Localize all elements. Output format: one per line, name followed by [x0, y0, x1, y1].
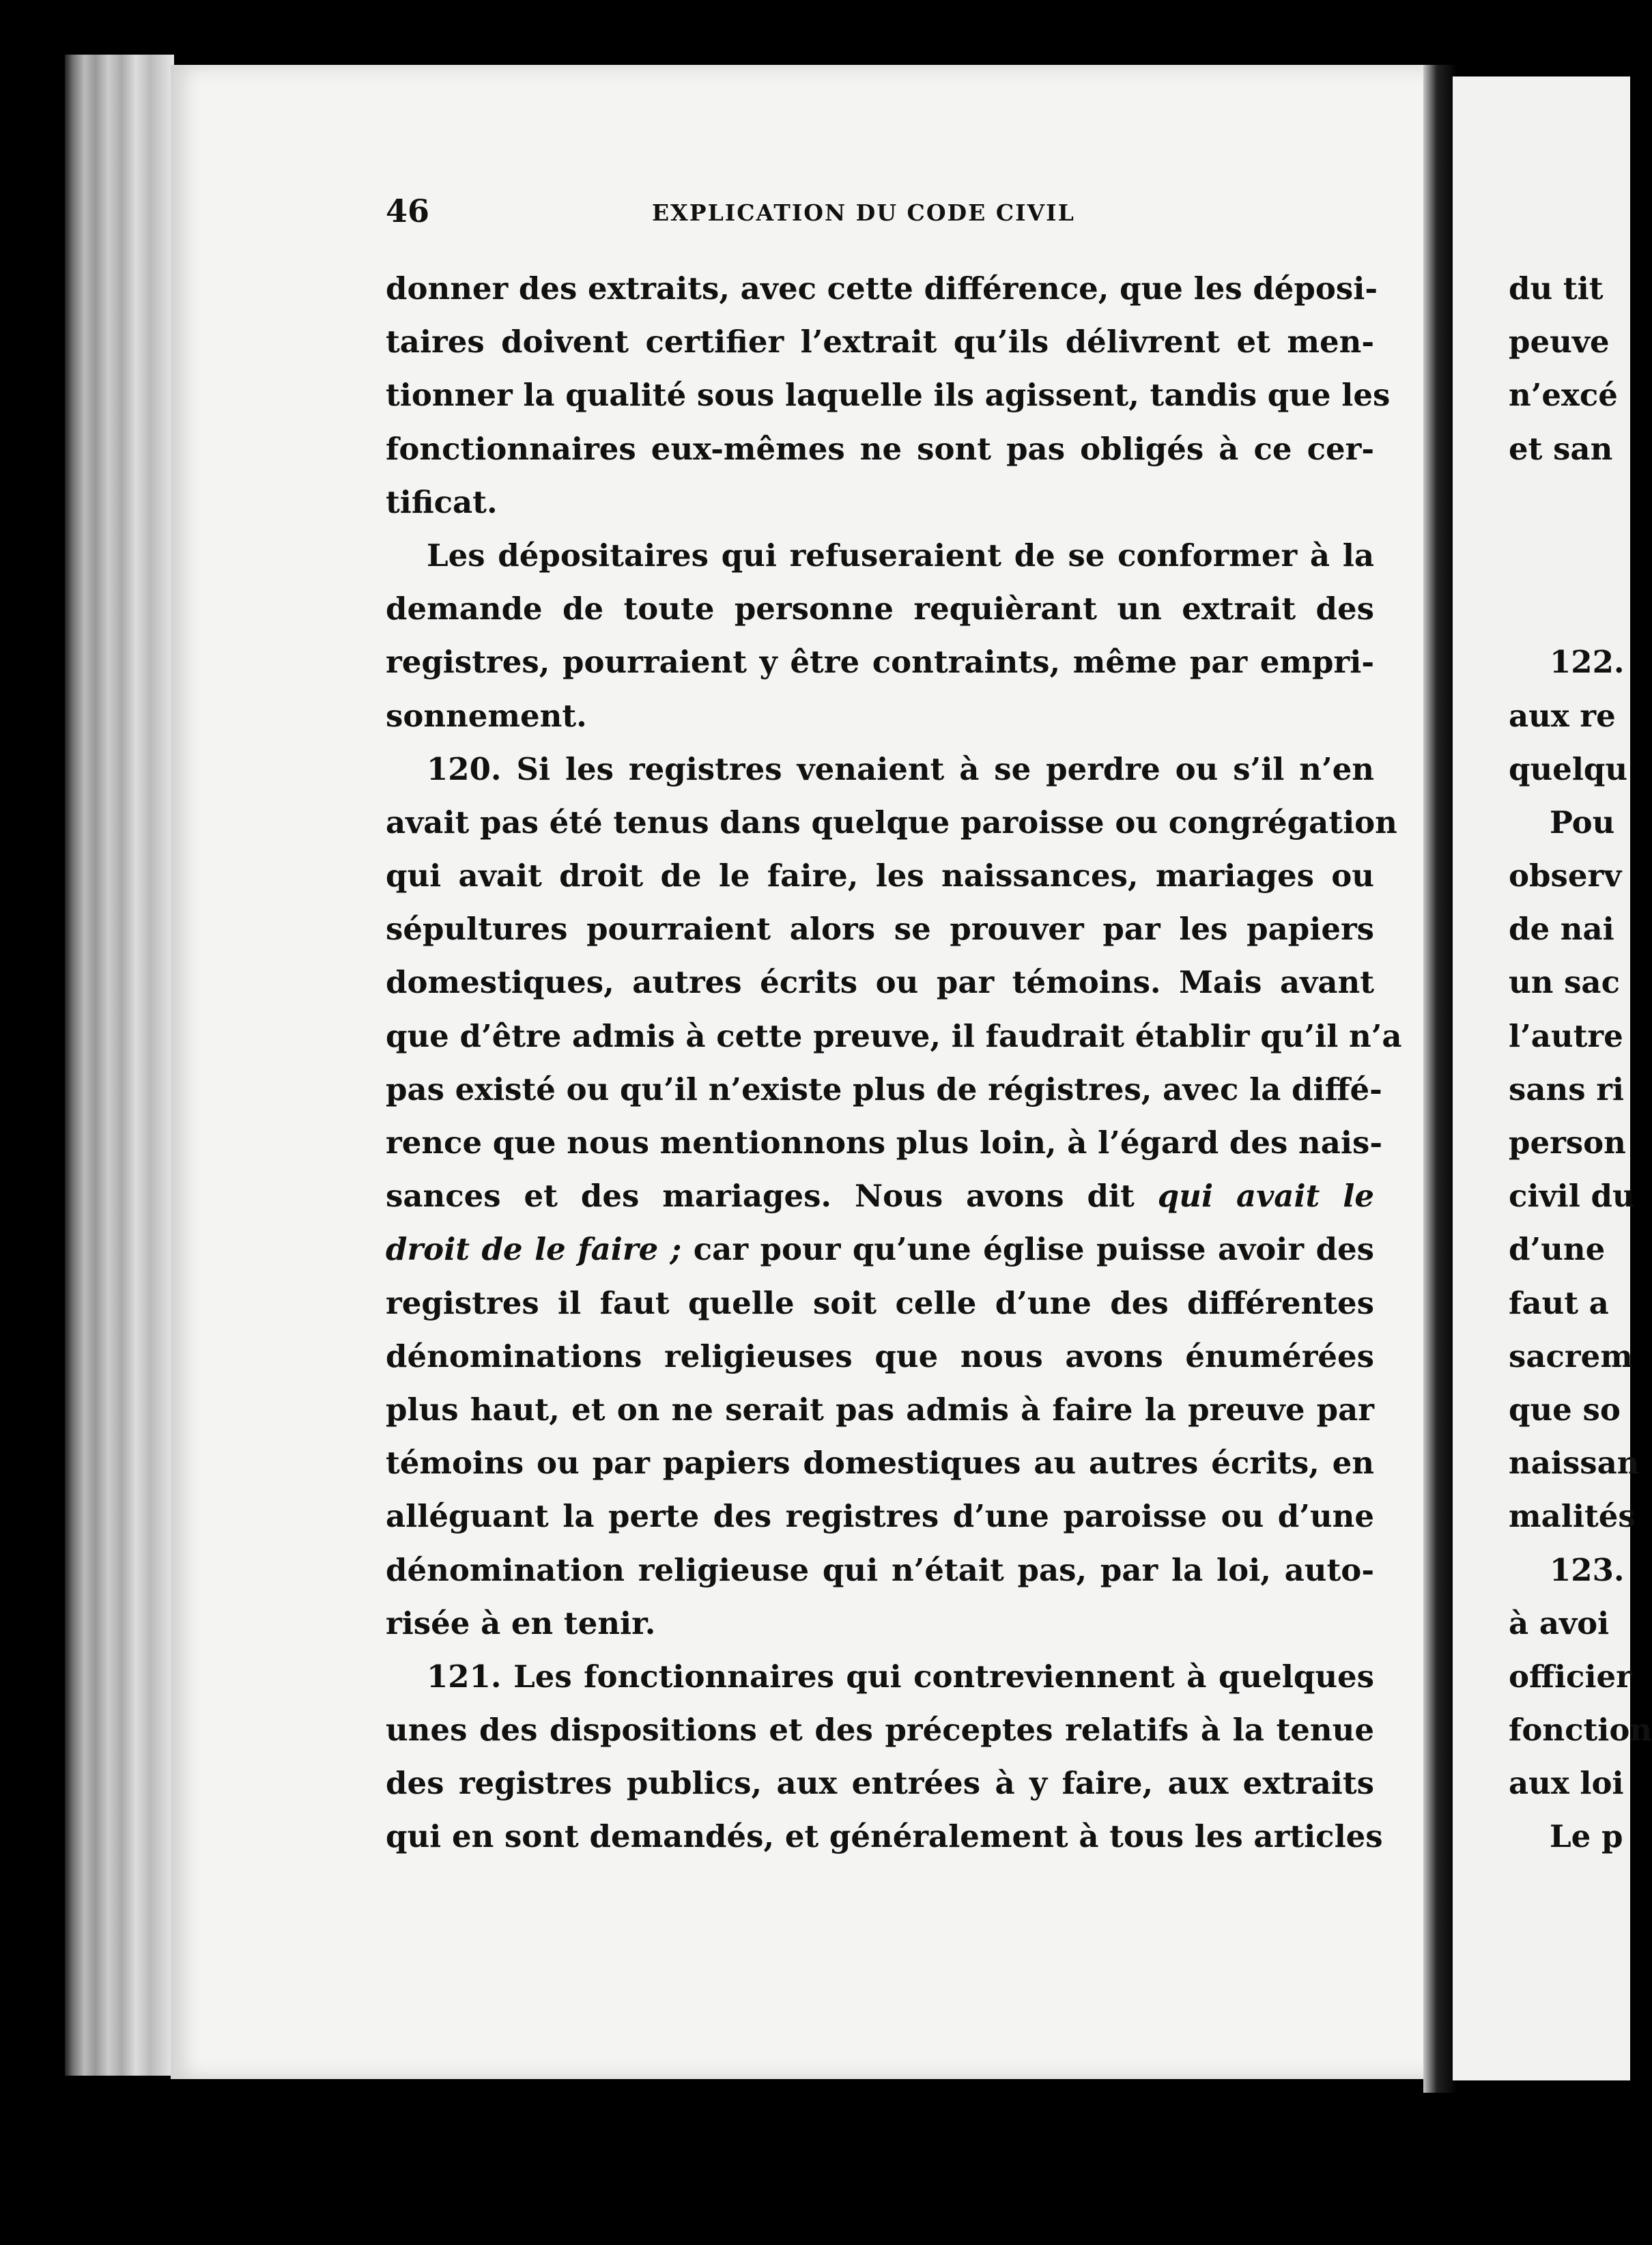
text-line: unes des dispositions et des préceptes relatifs à la tenue: [386, 1712, 1374, 1749]
text-line: [1509, 529, 1632, 582]
italic-phrase: qui avait le: [1157, 1178, 1374, 1215]
text-line: qui en sont demandés, et généralement à tous les articles: [386, 1818, 1383, 1855]
text-line: dénominations religieuses que nous avons énumérées: [386, 1338, 1374, 1374]
text-line: qui avait droit de le faire, les naissances, mariages ou: [386, 858, 1374, 894]
text-line-with-italic: [386, 1223, 1374, 1276]
text-line: registres, pourraient y être contraints, même par empri-: [386, 644, 1374, 681]
text-line: civil du: [1509, 1178, 1635, 1215]
text-line: taires doivent certifier l’extrait qu’ils délivrent et men-: [386, 324, 1374, 361]
text-line: malités: [1509, 1498, 1636, 1535]
text-line: fonction: [1509, 1712, 1652, 1749]
text-line: rence que nous mentionnons plus loin, à l’égard des nais-: [386, 1125, 1382, 1161]
page-edges: [65, 55, 174, 2076]
text-line: sacrem: [1509, 1338, 1633, 1374]
text-line: un sac: [1509, 964, 1620, 1001]
italic-phrase: droit de le faire ;: [386, 1231, 682, 1268]
text-line: demande de toute personne requièrant un extrait des: [386, 591, 1374, 627]
text-line: à avoi: [1509, 1605, 1610, 1641]
text-line: n’excé: [1509, 377, 1618, 414]
right-page-text: [1509, 262, 1652, 1864]
text-segment: sances et des mariages. Nous avons dit: [386, 1178, 1135, 1215]
text-line: dénomination religieuse qui n’était pas, par la loi, auto-: [386, 1551, 1374, 1588]
text-line: officier: [1509, 1658, 1632, 1695]
text-line: l’autre: [1509, 1017, 1623, 1054]
running-title: EXPLICATION DU CODE CIVIL: [652, 199, 1075, 226]
text-line: plus haut, et on ne serait pas admis à faire la preuve par: [386, 1391, 1374, 1428]
text-line: pas existé ou qu’il n’existe plus de régistres, avec la diffé-: [386, 1071, 1382, 1107]
text-line: sans ri: [1509, 1071, 1625, 1107]
text-line: 121. Les fonctionnaires qui contreviennent à quelques: [427, 1658, 1374, 1695]
text-line: donner des extraits, avec cette différence, que les déposi-: [386, 270, 1378, 307]
text-line: 120. Si les registres venaient à se perdre ou s’il n’en: [427, 750, 1374, 787]
text-line: témoins ou par papiers domestiques au autres écrits, en: [386, 1445, 1374, 1482]
text-line-with-italic: [386, 1170, 1374, 1223]
text-line: [1509, 582, 1632, 636]
text-line: tionner la qualité sous laquelle ils agissent, tandis que les: [386, 377, 1391, 414]
left-page-text: [386, 262, 1402, 1864]
text-line: faut a: [1509, 1284, 1609, 1321]
text-segment: car pour qu’une église puisse avoir des: [693, 1231, 1374, 1268]
text-line: tificat.: [386, 483, 498, 520]
text-line: avait pas été tenus dans quelque paroisse ou congrégation: [386, 804, 1397, 841]
text-line: et san: [1509, 430, 1613, 467]
text-line: Pou: [1550, 804, 1615, 841]
text-line: Le p: [1550, 1818, 1623, 1855]
text-line: registres il faut quelle soit celle d’une des différentes: [386, 1284, 1374, 1321]
text-line: risée à en tenir.: [386, 1605, 656, 1641]
text-line: quelqu: [1509, 750, 1628, 787]
text-line: sonnement.: [386, 697, 587, 734]
text-line: aux loi: [1509, 1765, 1624, 1802]
text-line: d’une: [1509, 1231, 1606, 1268]
text-line: que d’être admis à cette preuve, il faudrait établir qu’il n’a: [386, 1017, 1402, 1054]
text-line: peuve: [1509, 324, 1610, 361]
page-number: 46: [386, 193, 430, 229]
text-line: alléguant la perte des registres d’une paroisse ou d’une: [386, 1498, 1374, 1535]
text-line: naissan: [1509, 1445, 1640, 1482]
text-line: 122.: [1550, 644, 1625, 681]
text-line: sépultures pourraient alors se prouver par les papiers: [386, 911, 1374, 948]
text-line: des registres publics, aux entrées à y faire, aux extraits: [386, 1765, 1374, 1802]
text-line: Les dépositaires qui refuseraient de se conformer à la: [427, 537, 1374, 574]
running-head: [386, 193, 1401, 234]
text-line: fonctionnaires eux-mêmes ne sont pas obligés à ce cer-: [386, 430, 1374, 467]
text-line: observ: [1509, 858, 1622, 894]
text-line: de nai: [1509, 911, 1614, 948]
text-line: aux re: [1509, 697, 1616, 734]
text-line: person: [1509, 1125, 1626, 1161]
text-line: [1509, 476, 1632, 529]
text-line: que so: [1509, 1391, 1621, 1428]
text-line: domestiques, autres écrits ou par témoins. Mais avant: [386, 964, 1374, 1001]
text-line: 123.: [1550, 1551, 1625, 1588]
text-line: du tit: [1509, 270, 1604, 307]
